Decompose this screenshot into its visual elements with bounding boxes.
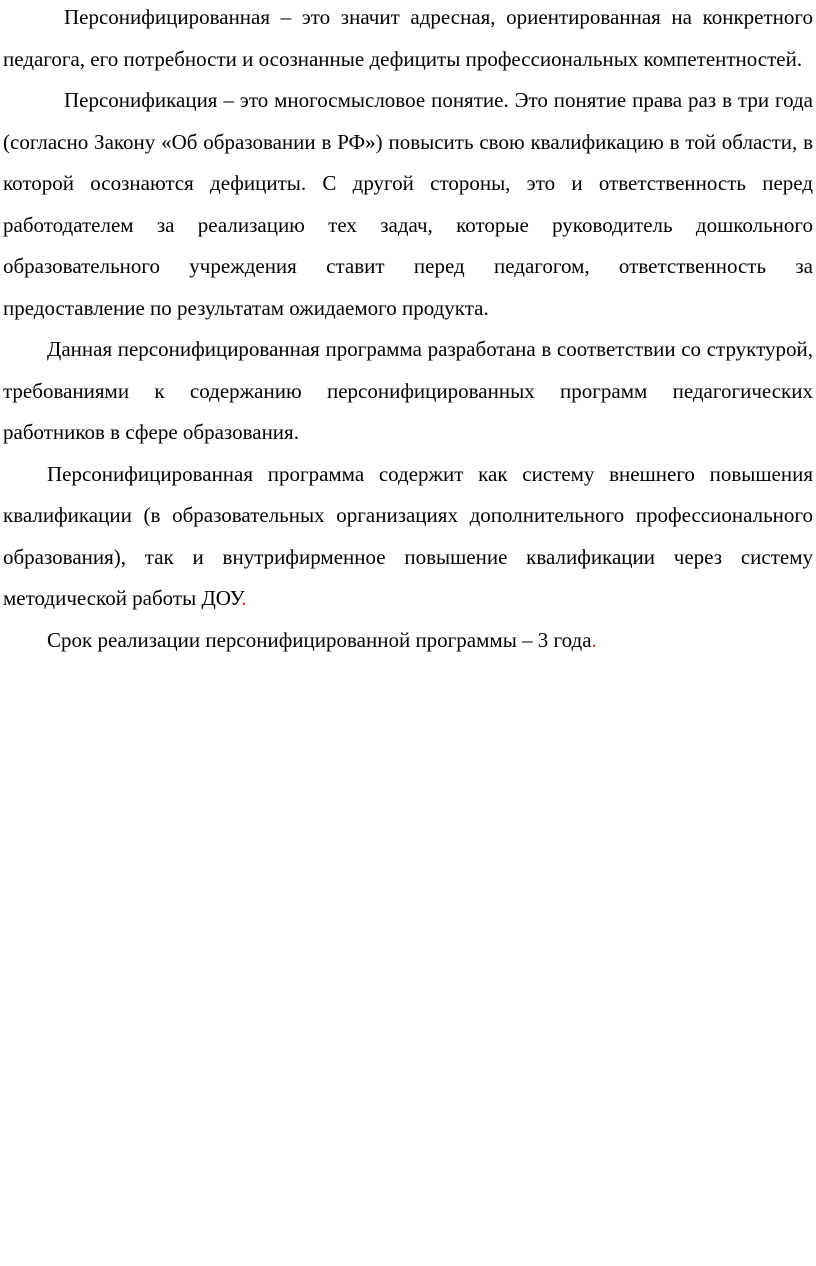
paragraph-end-mark: . <box>241 586 247 610</box>
paragraph-end-mark: . <box>591 627 597 652</box>
paragraph-text: Данная персонифицированная программа разработана в соответствии со структурой, требованиями к содержанию персонифицированных программ педагогических работников в сфере образования. <box>3 337 813 444</box>
paragraph-program-basis <box>3 329 813 454</box>
paragraph-personification <box>3 80 813 329</box>
paragraph-text: Персонифицированная – это значит адресная, ориентированная на конкретного педагога, его потребности и осознанные дефициты профессиональных компетентностей. <box>3 5 813 71</box>
paragraph-text: Персонификация – это многосмысловое понятие. Это понятие права раз в три года (согласно Закону «Об образовании в РФ») повысить свою квалификацию в той области, в которой осознаются дефициты. С другой стороны, это и ответственность перед работодателем за реализацию тех задач, которые руководитель дошкольного образовательного учреждения ставит перед педагогом, ответственность за предоставление по результатам ожидаемого продукта. <box>3 88 813 320</box>
paragraph-program-content <box>3 454 813 620</box>
paragraph-text: Срок реализации персонифицированной программы – 3 года <box>47 627 592 652</box>
paragraph-text: Персонифицированная программа содержит как систему внешнего повышения квалификации (в образовательных организациях дополнительного профессионального образования), так и внутрифирменное повышение квалификации через систему методической работы ДОУ <box>3 461 813 610</box>
paragraph-definition <box>3 0 813 80</box>
paragraph-program-term <box>3 620 813 662</box>
document-body <box>3 0 813 661</box>
